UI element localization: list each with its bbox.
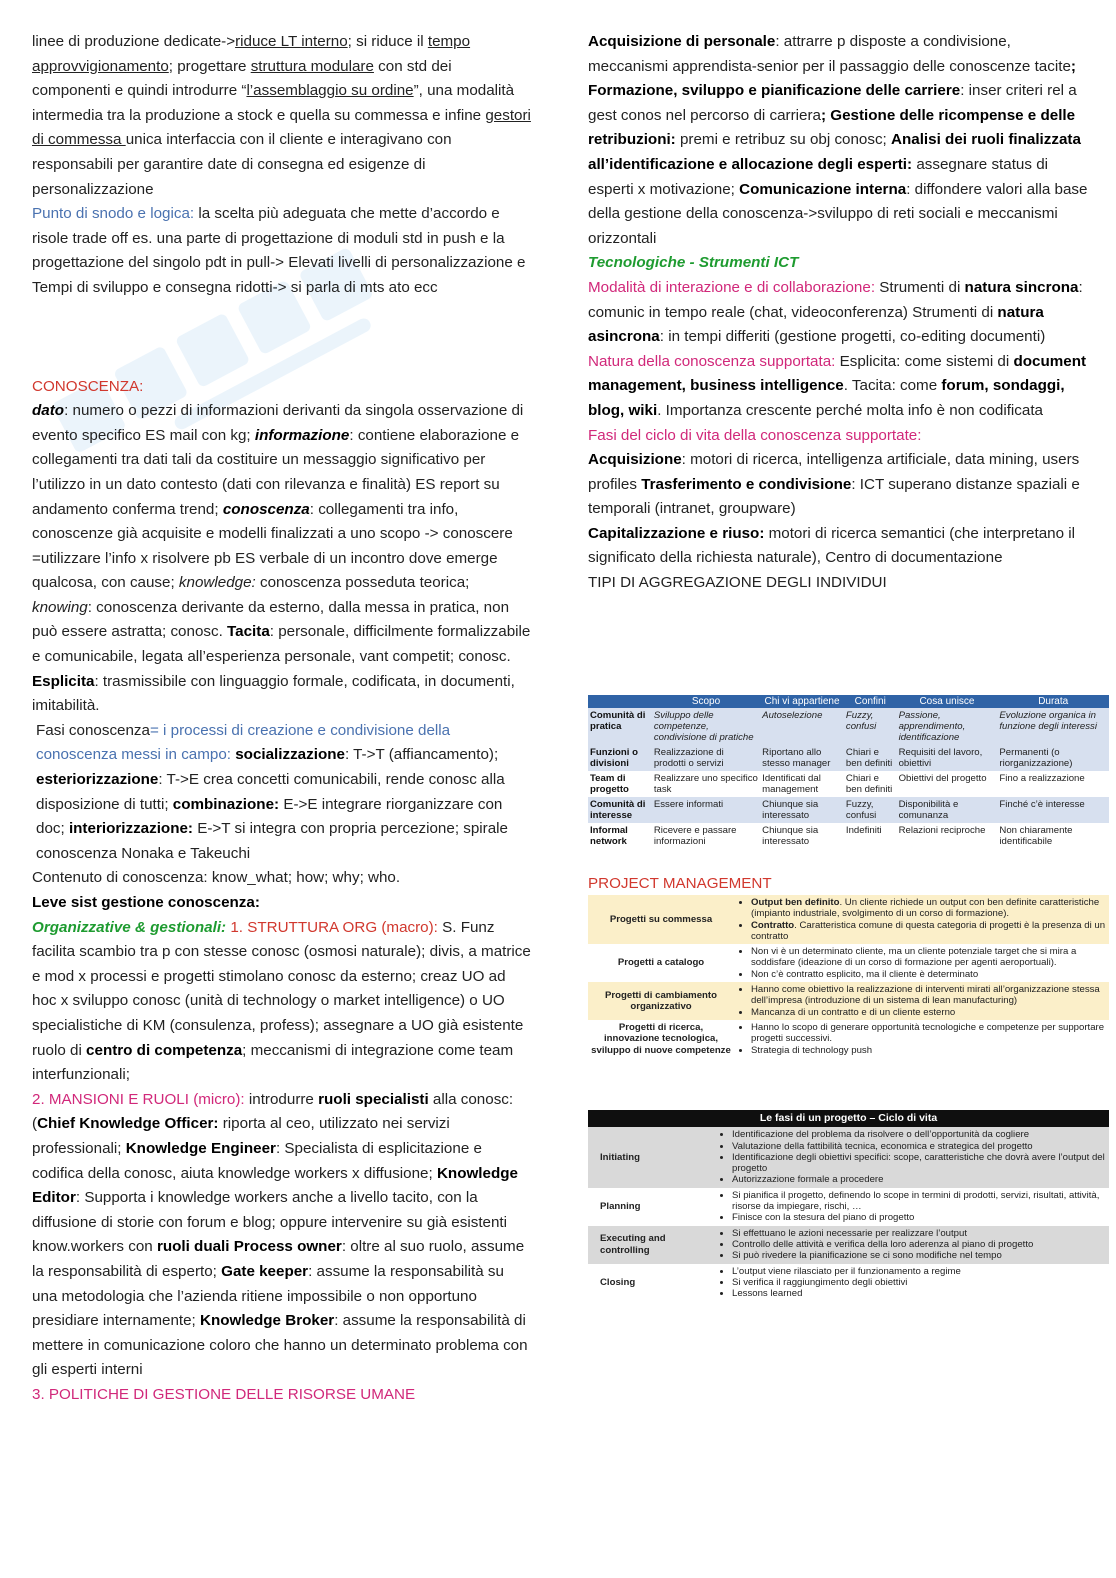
paragraph-fasi-conoscenza: Fasi conoscenza= i processi di creazione e condivisione della conoscenza messi in campo: socializzazione: T->T (affiancamento); esteriorizzazione: T->E crea concetti comunicabili, rende conosc alla disposizione di tutti; combinazione: E->E integrare riorganizzare con doc; interiorizzazione: E->T si integra con propria percezione; spirale conoscenza Nonaka e Takeuchi bbox=[36, 721, 509, 862]
list-item: • Si effettuano le azioni necessarie per realizzare l’output bbox=[732, 1228, 1106, 1239]
table-cell: Disponibilità e comunanza bbox=[897, 797, 998, 823]
list-item bbox=[751, 946, 1106, 969]
list-item bbox=[751, 897, 1106, 920]
phase-label: Executing and controlling bbox=[588, 1226, 707, 1264]
table-header-cell: Scopo bbox=[652, 695, 760, 708]
phase-description bbox=[707, 1264, 1109, 1302]
table-header-row bbox=[588, 695, 1109, 708]
list-item bbox=[751, 1045, 1106, 1056]
paragraph-fasi-ciclo: Fasi del ciclo di vita della conoscenza supportate: Acquisizione: motori di ricerca, intelligenza artificiale, data mining, users profiles Trasferimento e condivisione: ICT superano distanze spaziali e temporali (intranet, groupware) Capitalizzazione e riuso: motori di ricerca semantici (che interpretano il significato della richiesta naturale), Centro di documentazione bbox=[588, 426, 1080, 567]
list-item bbox=[751, 1022, 1106, 1045]
table-row bbox=[588, 1226, 1109, 1264]
list-item-text: . Un cliente richiede un output con ben definite caratteristiche (impianto industriale, svolgimento di un corso di formazione). bbox=[751, 897, 1100, 920]
list-item: • Si può rivedere la pianificazione se ci sono modifiche nel tempo bbox=[732, 1250, 1106, 1261]
heading-tipi-aggregazione: TIPI DI AGGREGAZIONE DEGLI INDIVIDUI bbox=[588, 574, 887, 592]
phase-description bbox=[707, 1188, 1109, 1226]
list-item-bold: Output ben definito bbox=[751, 897, 840, 908]
table-cell: Chiunque sia interessato bbox=[760, 823, 844, 849]
project-type-label: Progetti di cambiamento organizzativo bbox=[588, 982, 734, 1020]
table-cell: Identificati dal management bbox=[760, 771, 844, 797]
table-row bbox=[588, 771, 1109, 797]
table-header-cell: Confini bbox=[844, 695, 897, 708]
table-cell: Finché c’è interesse bbox=[997, 797, 1109, 823]
table-cell: Fino a realizzazione bbox=[997, 771, 1109, 797]
list-item: • L’output viene rilasciato per il funzionamento a regime bbox=[732, 1266, 1106, 1277]
phase-description bbox=[707, 1127, 1109, 1187]
table-cell: Indefiniti bbox=[844, 823, 897, 849]
table-cell: Fuzzy, confusi bbox=[844, 797, 897, 823]
paragraph-modalita: Modalità di interazione e di collaborazione: Strumenti di natura sincrona: comunic in tempo reale (chat, videoconferenza) Strumenti di natura asincrona: in tempi differiti (gestione progetti, co-editing documenti) bbox=[588, 278, 1083, 346]
phase-label: Initiating bbox=[588, 1127, 707, 1187]
phase-label: Planning bbox=[588, 1188, 707, 1226]
table-cell: Chiari e ben definiti bbox=[844, 771, 897, 797]
right-column bbox=[588, 30, 1088, 596]
list-item bbox=[751, 920, 1106, 943]
heading-leve: Leve sist gestione conoscenza: bbox=[32, 894, 260, 911]
table-cell: Evoluzione organica in funzione degli interessi bbox=[997, 708, 1109, 745]
phases-table-title: Le fasi di un progetto – Ciclo di vita bbox=[588, 1110, 1109, 1127]
heading-tecnologiche: Tecnologiche - Strumenti ICT bbox=[588, 254, 799, 272]
phase-description bbox=[707, 1226, 1109, 1264]
list-item-text: Non c’è contratto esplicito, ma il cliente è determinato bbox=[751, 968, 979, 980]
list-item-text: Non vi è un determinato cliente, ma un cliente potenziale target che si mira a soddisfare (ideazione di un corso di formazione per agenti aeroportuali). bbox=[751, 946, 1077, 969]
table-cell: Realizzare uno specifico task bbox=[652, 771, 760, 797]
paragraph-natura: Natura della conoscenza supportata: Esplicita: come sistemi di document management, business intelligence. Tacita: come forum, sondaggi, blog, wiki. Importanza crescente perché molta info è non codificata bbox=[588, 352, 1087, 419]
table-cell: Riportano allo stesso manager bbox=[760, 745, 844, 771]
table-cell: Funzioni o divisioni bbox=[588, 745, 652, 771]
table-cell: Obiettivi del progetto bbox=[897, 771, 998, 797]
project-type-label: Progetti di ricerca, innovazione tecnologica, sviluppo di nuove competenze bbox=[588, 1020, 734, 1058]
project-type-description bbox=[734, 1020, 1109, 1058]
table-header-cell: Cosa unisce bbox=[897, 695, 998, 708]
table-cell: Essere informati bbox=[652, 797, 760, 823]
list-item: • Autorizzazione formale a procedere bbox=[732, 1174, 1106, 1185]
table-header-cell bbox=[588, 695, 652, 708]
list-item: • Si pianifica il progetto, definendo lo scope in termini di prodotti, servizi, risultati, attività, risorse da impiegare, rischi, … bbox=[732, 1190, 1106, 1213]
heading-project-management: PROJECT MANAGEMENT bbox=[588, 875, 772, 892]
project-type-description bbox=[734, 982, 1109, 1020]
table-row bbox=[588, 797, 1109, 823]
paragraph-struttura-org: Organizzative & gestionali: 1. STRUTTURA ORG (macro): S. Funz facilita scambio tra p con stesse conosc (osmosi naturale); divis, a matrice e mod x processi e progetti stimolano conosc da esterno; creaz UO ad hoc x sviluppo conosc (unità di technology o market intelligence) o UO specialistiche di KM (consulenza, profess); assegnare a UO già esistente ruolo di centro di competenza; meccanismi di integrazione come team interfunzionali; bbox=[32, 918, 531, 1084]
list-item: • Identificazione del problema da risolvere o dell’opportunità da cogliere bbox=[732, 1129, 1106, 1140]
table-row bbox=[588, 1264, 1109, 1302]
list-item: • Identificazione degli obiettivi specifici: scope, caratteristiche che dovrà avere l’output del progetto bbox=[732, 1152, 1106, 1175]
paragraph-hr-policies: Acquisizione di personale: attrarre p disposte a condivisione, meccanismi apprendista-senior per il passaggio delle conoscenze tacite; Formazione, sviluppo e pianificazione delle carriere: inser criteri rel a gest conos nel percorso di carriera; Gestione delle ricompense e delle retribuzioni: premi e retribuz su obj conosc; Analisi dei ruoli finalizzata all’identificazione e allocazione degli esperti: assegnare status di esperti x motivazione; Comunicazione interna: diffondere valori alla base della gestione della conoscenza->sviluppo di reti sociali e meccanismi orizzontali bbox=[588, 33, 1088, 247]
table-cell: Comunità di pratica bbox=[588, 708, 652, 745]
table-cell: Permanenti (o riorganizzazione) bbox=[997, 745, 1109, 771]
aggregation-table bbox=[588, 695, 1109, 849]
project-phases-table bbox=[588, 1110, 1109, 1301]
table-cell: Chiunque sia interessato bbox=[760, 797, 844, 823]
list-item: • Valutazione della fattibilità tecnica, economica e strategica del progetto bbox=[732, 1141, 1106, 1152]
list-item bbox=[751, 1007, 1106, 1018]
list-item: • Finisce con la stesura del piano di progetto bbox=[732, 1212, 1106, 1223]
section-title-conoscenza: CONOSCENZA: bbox=[32, 377, 144, 395]
project-type-description bbox=[734, 895, 1109, 944]
heading-politiche-hr: 3. POLITICHE DI GESTIONE DELLE RISORSE UMANE bbox=[32, 1385, 416, 1403]
spacer bbox=[32, 301, 532, 375]
table-header-cell: Durata bbox=[997, 695, 1109, 708]
table-cell: Non chiaramente identificabile bbox=[997, 823, 1109, 849]
table-row bbox=[588, 895, 1109, 944]
table-row bbox=[588, 1020, 1109, 1058]
table-row bbox=[588, 1127, 1109, 1187]
table-cell: Comunità di interesse bbox=[588, 797, 652, 823]
list-item: • Lessons learned bbox=[732, 1288, 1106, 1299]
list-item bbox=[751, 969, 1106, 980]
phase-label: Closing bbox=[588, 1264, 707, 1302]
table-cell: Fuzzy, confusi bbox=[844, 708, 897, 745]
table-row bbox=[588, 708, 1109, 745]
table-cell: Chiari e ben definiti bbox=[844, 745, 897, 771]
list-item-text: Hanno come obiettivo la realizzazione di interventi mirati all’organizzazione stessa dell’impresa (introduzione di un sistema di lean manufacturing) bbox=[751, 984, 1100, 1007]
table-row bbox=[588, 944, 1109, 982]
table-cell: Team di progetto bbox=[588, 771, 652, 797]
project-type-description bbox=[734, 944, 1109, 982]
table-row bbox=[588, 982, 1109, 1020]
list-item-bold: Contratto bbox=[751, 919, 795, 931]
paragraph-contenuto: Contenuto di conoscenza: know_what; how; why; who. bbox=[32, 869, 401, 887]
table-cell: Sviluppo delle competenze, condivisione di pratiche bbox=[652, 708, 760, 745]
table-cell: Requisiti del lavoro, obiettivi bbox=[897, 745, 998, 771]
paragraph-definitions: dato: numero o pezzi di informazioni derivanti da singola osservazione di evento specifico ES mail con kg; informazione: contiene elaborazione e collegamenti tra dati tali da costituire un messaggio significativo per l’utilizzo in un dato contesto (dati con rilevanza e finalità) ES report su andamento conferma trend; conoscenza: collegamenti tra info, conoscenze già acquisite e modelli finalizzati a uno scopo -> conoscere =utilizzare l’info x risolvere pb ES verbale di un incontro dove emerge qualcosa, con cause; knowledge: conoscenza posseduta teorica; knowing: conoscenza derivante da esterno, dalla messa in pratica, non può essere astratta; conosc. Tacita: personale, difficilmente formalizzabile e comunicabile, legata all’esperienza personale, vant competit; conosc. Esplicita: trasmissibile con linguaggio formale, codificata, in documenti, imitabilità. bbox=[32, 402, 531, 715]
project-types-table bbox=[588, 895, 1109, 1058]
left-column bbox=[32, 30, 532, 1407]
list-item-text: Mancanza di un contratto e di un cliente esterno bbox=[751, 1006, 956, 1018]
table-cell: Relazioni reciproche bbox=[897, 823, 998, 849]
list-item: • Si verifica il raggiungimento degli obiettivi bbox=[732, 1277, 1106, 1288]
table-cell: Informal network bbox=[588, 823, 652, 849]
list-item-text: Hanno lo scopo di generare opportunità tecnologiche e competenze per supportare progetti successivi. bbox=[751, 1021, 1105, 1045]
paragraph-mansioni-ruoli: 2. MANSIONI E RUOLI (micro): introdurre ruoli specialisti alla conosc: (Chief Knowledge Officer: riporta al ceo, utilizzato nei servizi professionali; Knowledge Engineer: Specialista di esplicitazione e codifica della conosc, aiuta knowledge workers x diffusione; Knowledge Editor: Supporta i knowledge workers anche a livello tacito, con la diffusione di storie con forum e blog; oppure intervenire su già esistenti know.workers con ruoli duali Process owner: oltre al suo ruolo, assume la responsabilità di esperto; Gate keeper: assume la responsabilità su una metodologia che l’azienda ritiene impossibile o non opportuno presidiare internamente; Knowledge Broker: assume la responsabilità di mettere in comunicazione coloro che hanno un determinato problema con gli esperti interni bbox=[32, 1090, 528, 1379]
paragraph-production: linee di produzione dedicate->riduce LT interno; si riduce il tempo approvvigionamento; progettare struttura modulare con std dei componenti e quindi introdurre “l’assemblaggio su ordine”, una modalità intermedia tra la produzione a stock e quella su commessa e infine gestori di commessa unica interfaccia con il cliente e interagivano con responsabili per garantire date di consegna ed esigenze di personalizzazione bbox=[32, 33, 531, 198]
table-header-cell: Chi vi appartiene bbox=[760, 695, 844, 708]
project-type-label: Progetti a catalogo bbox=[588, 944, 734, 982]
table-cell: Realizzazione di prodotti o servizi bbox=[652, 745, 760, 771]
project-type-label: Progetti su commessa bbox=[588, 895, 734, 944]
table-row bbox=[588, 745, 1109, 771]
list-item bbox=[751, 984, 1106, 1007]
list-item: • Controllo delle attività e verifica della loro aderenza al piano di progetto bbox=[732, 1239, 1106, 1250]
table-cell: Ricevere e passare informazioni bbox=[652, 823, 760, 849]
list-item-text: Strategia di technology push bbox=[751, 1044, 873, 1056]
table-cell: Autoselezione bbox=[760, 708, 844, 745]
table-cell: Passione, apprendimento, identificazione bbox=[897, 708, 998, 745]
table-row bbox=[588, 1188, 1109, 1226]
list-item-text: . Caratteristica comune di questa categoria di progetti è la presenza di un contratto bbox=[751, 919, 1106, 942]
paragraph-snodo: Punto di snodo e logica: la scelta più adeguata che mette d’accordo e risole trade off es. una parte di progettazione di moduli std in push e la progettazione del singolo pdt in pull-> Elevati livelli di personalizzazione e Tempi di sviluppo e consegna ridotti-> si parla di mts ato ecc bbox=[32, 205, 526, 296]
table-row bbox=[588, 823, 1109, 849]
